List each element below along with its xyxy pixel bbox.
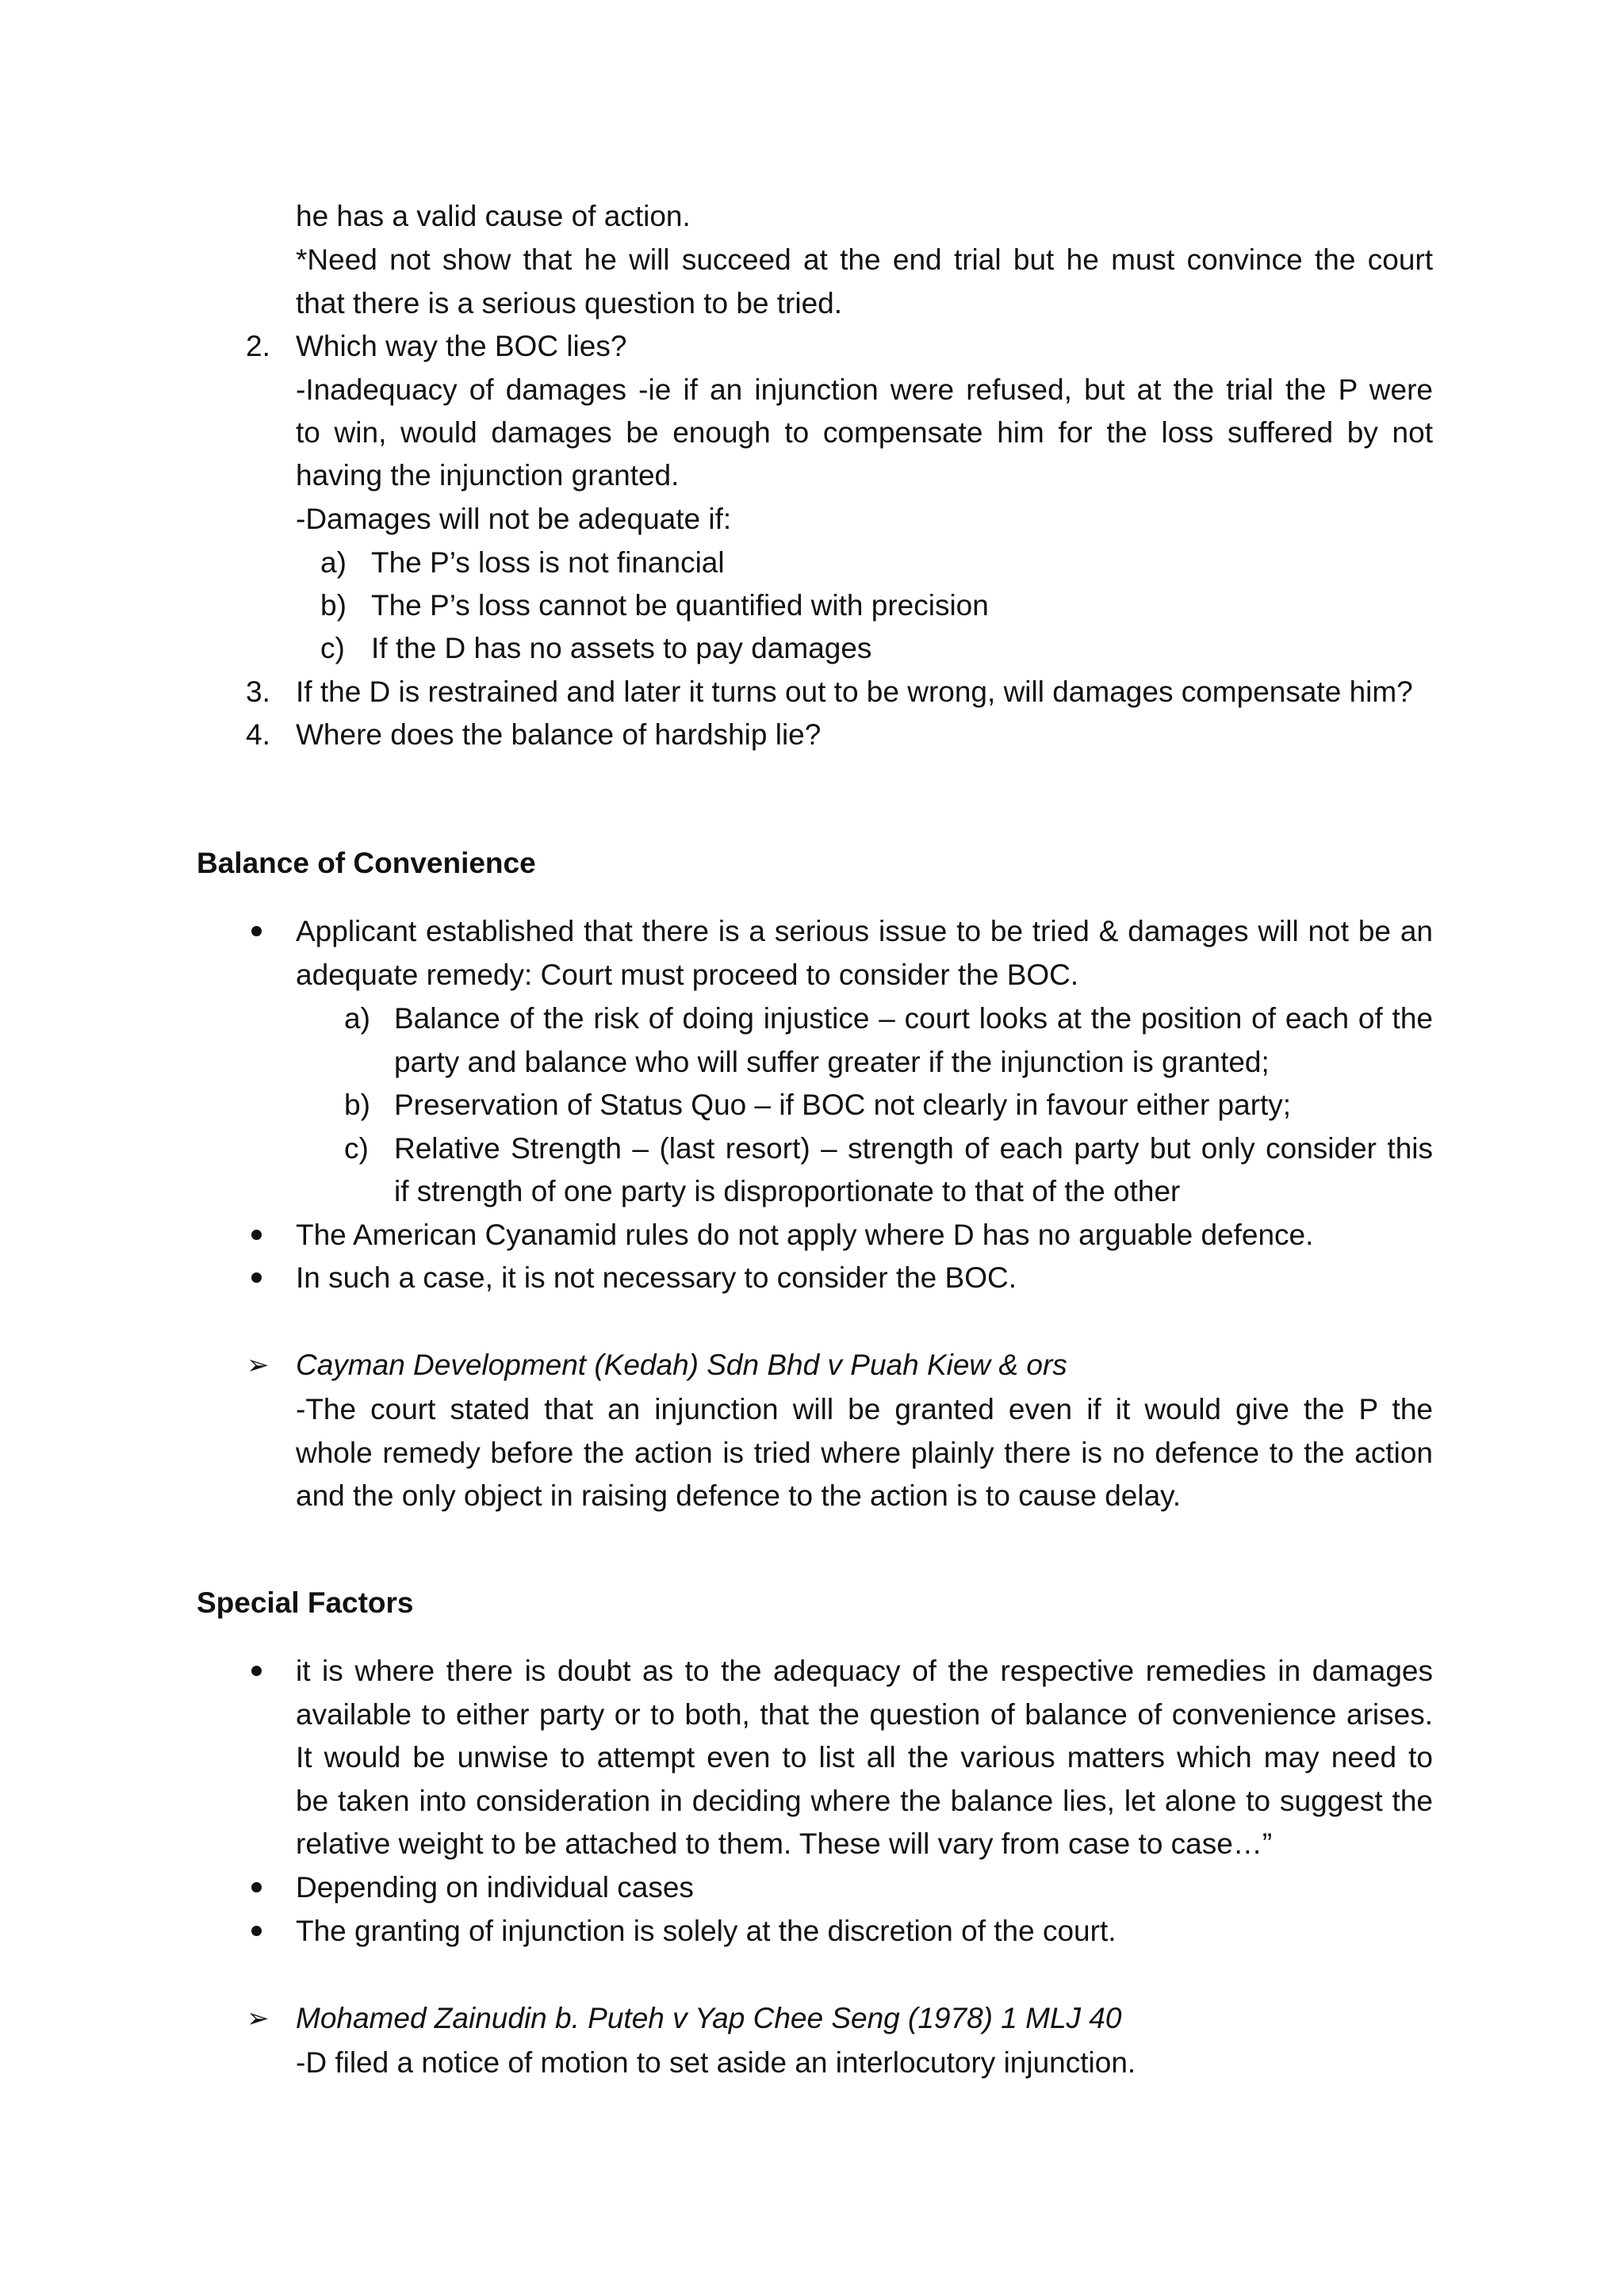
sub-item-text: Balance of the risk of doing injustice – court looks at the position of each of the [394,1002,1433,1035]
bullet-text: It would be unwise to attempt even to list all the various matters which may need to [296,1741,1433,1774]
note-line: that there is a serious question to be tried. [296,287,843,320]
sub-item-text: If the D has no assets to pay damages [371,632,872,664]
sub-item-mark: a) [344,1002,370,1035]
sub-item-text: The P’s loss is not financial [371,546,725,579]
case-title: Cayman Development (Kedah) Sdn Bhd v Puah Kiew & ors [296,1349,1067,1381]
case-text: and the only object in raising defence to the action is to cause delay. [296,1479,1182,1512]
bullet-text: it is where there is doubt as to the adequacy of the respective remedies in damages [296,1655,1433,1687]
bullet-icon [251,1272,262,1283]
bullet-text: adequate remedy: Court must proceed to consider the BOC. [296,959,1079,991]
list-item-text: Which way the BOC lies? [296,330,627,362]
list-number: 2. [246,330,270,362]
sub-item-mark: a) [320,546,347,579]
text-line: -Damages will not be adequate if: [296,503,732,535]
text-line: he has a valid cause of action. [296,200,691,232]
bullet-text: The American Cyanamid rules do not apply where D has no arguable defence. [296,1219,1314,1251]
section-heading: Special Factors [197,1586,414,1619]
sub-item-text: party and balance who will suffer greater if the injunction is granted; [394,1046,1270,1078]
case-text: whole remedy before the action is tried where plainly there is no defence to the action [296,1437,1433,1469]
bullet-icon [251,1926,262,1936]
text-line: having the injunction granted. [296,459,680,492]
list-item-text: Where does the balance of hardship lie? [296,718,822,751]
case-text: -D filed a notice of motion to set aside an interlocutory injunction. [296,2046,1136,2079]
text-line: to win, would damages be enough to compensate him for the loss suffered by not [296,416,1433,449]
sub-item-mark: c) [320,632,345,664]
text-line: -Inadequacy of damages -ie if an injunction were refused, but at the trial the P were [296,373,1433,406]
bullet-icon [251,1882,262,1892]
note-line: *Need not show that he will succeed at the end trial but he must convince the court [296,243,1433,276]
sub-item-mark: c) [344,1132,369,1165]
bullet-text: Applicant established that there is a serious issue to be tried & damages will not be an [296,915,1433,947]
sub-item-mark: b) [344,1089,370,1121]
bullet-text: In such a case, it is not necessary to consider the BOC. [296,1261,1017,1294]
bullet-text: The granting of injunction is solely at the discretion of the court. [296,1915,1116,1947]
case-title: Mohamed Zainudin b. Puteh v Yap Chee Seng (1978) 1 MLJ 40 [296,2002,1122,2034]
list-item-text: If the D is restrained and later it turns out to be wrong, will damages compensate him? [296,675,1413,708]
sub-item-text: Preservation of Status Quo – if BOC not clearly in favour either party; [394,1089,1292,1121]
bullet-icon [251,1666,262,1676]
arrow-bullet-icon: ➢ [247,2003,270,2034]
arrow-bullet-icon: ➢ [247,1350,270,1380]
sub-item-text: The P’s loss cannot be quantified with precision [371,589,989,622]
list-number: 4. [246,718,270,751]
list-number: 3. [246,675,270,708]
bullet-text: be taken into consideration in deciding where the balance lies, let alone to suggest the [296,1785,1433,1817]
bullet-icon [251,1230,262,1240]
bullet-text: relative weight to be attached to them. These will vary from case to case…” [296,1827,1273,1860]
section-heading: Balance of Convenience [197,847,536,879]
bullet-text: available to either party or to both, that the question of balance of convenience arises. [296,1698,1433,1731]
sub-item-text: if strength of one party is disproportionate to that of the other [394,1175,1181,1207]
bullet-text: Depending on individual cases [296,1871,694,1904]
bullet-icon [251,926,262,936]
sub-item-text: Relative Strength – (last resort) – strength of each party but only consider this [394,1132,1433,1165]
sub-item-mark: b) [320,589,347,622]
case-text: -The court stated that an injunction will be granted even if it would give the P the [296,1393,1433,1425]
